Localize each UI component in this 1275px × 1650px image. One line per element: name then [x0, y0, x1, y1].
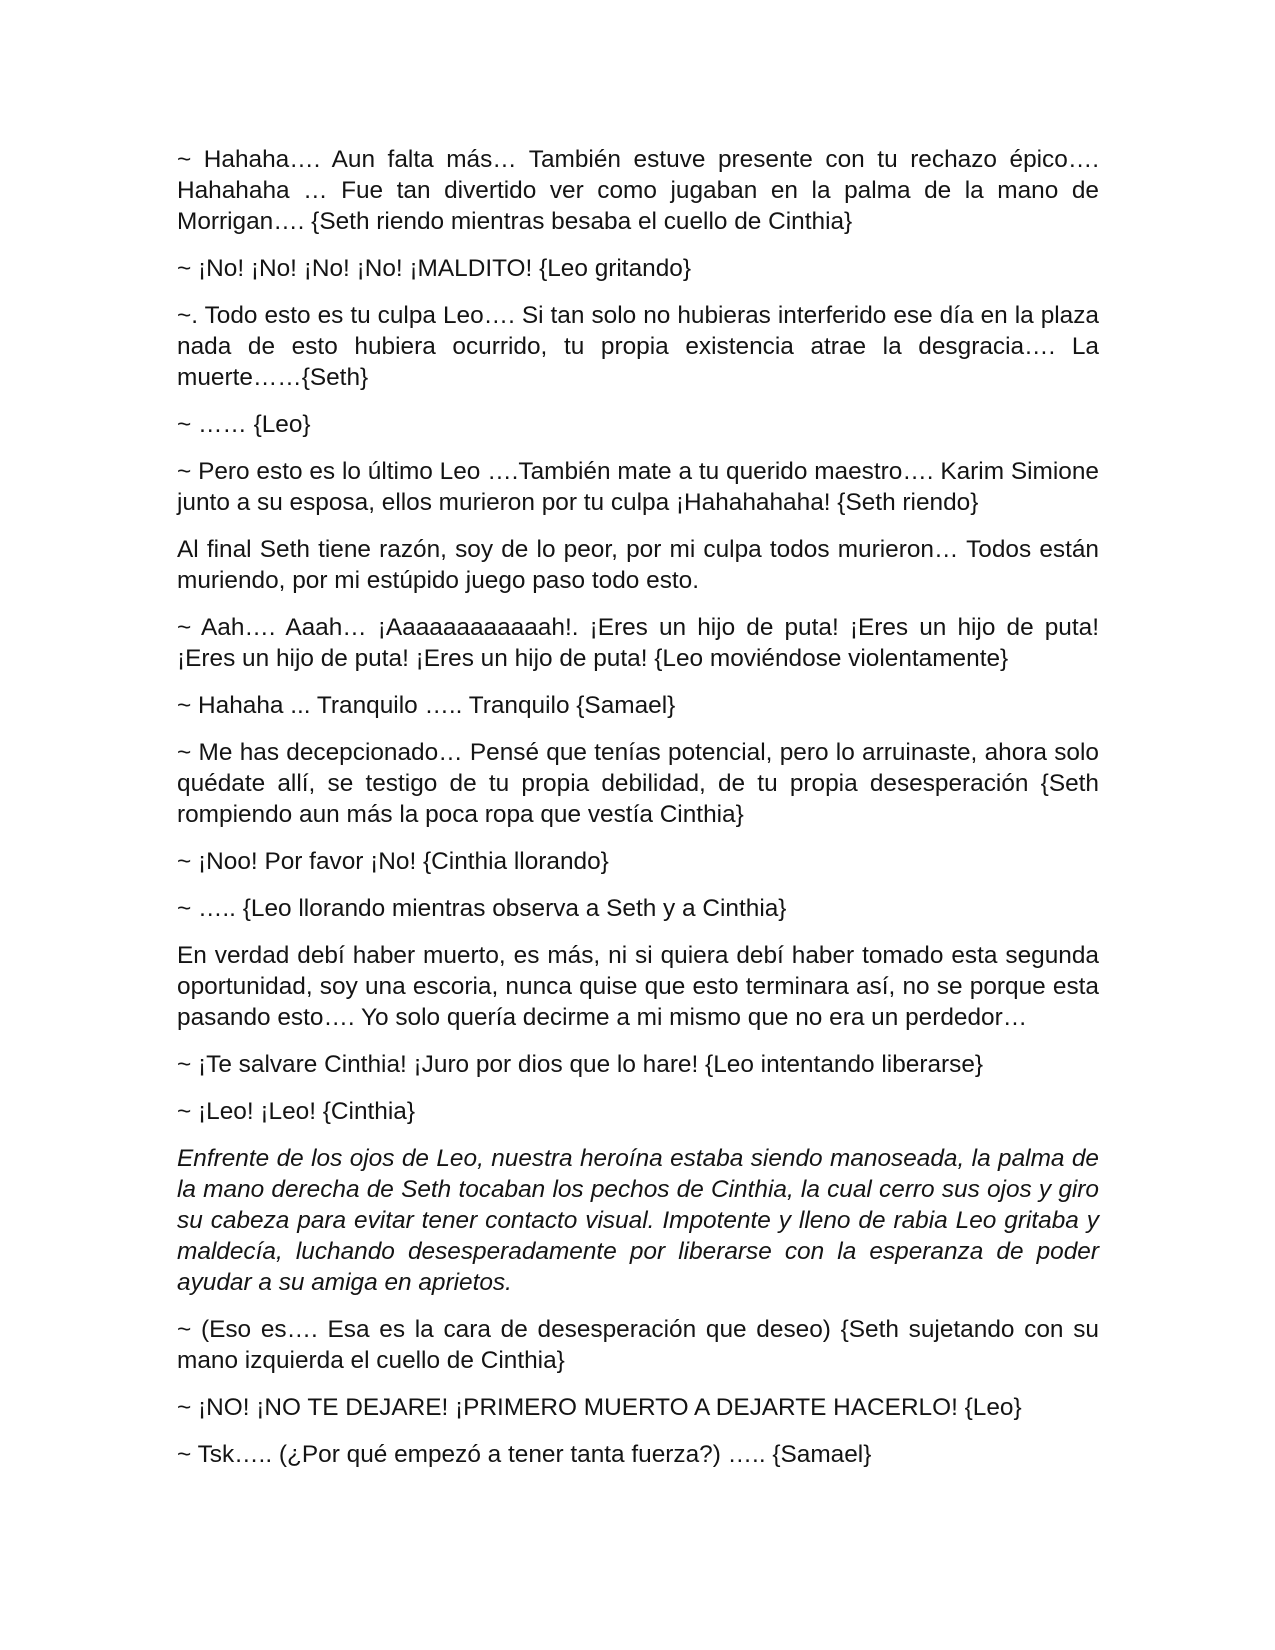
paragraph-narration: En verdad debí haber muerto, es más, ni si quiera debí haber tomado esta segunda oportunidad, soy una escoria, nunca quise que esto terminara así, no se porque esta pasando esto…. Yo solo quería decirme a mi mismo que no era un perdedor… — [177, 942, 1099, 1031]
paragraph-dialogue: ~. Todo esto es tu culpa Leo…. Si tan solo no hubieras interferido ese día en la plaza nada de esto hubiera ocurrido, tu propia existencia atrae la desgracia…. La muerte……{Seth} — [177, 302, 1099, 391]
paragraph-dialogue: ~ (Eso es…. Esa es la cara de desesperación que deseo) {Seth sujetando con su mano izquierda el cuello de Cinthia} — [177, 1316, 1099, 1374]
paragraph-dialogue: ~ ¡Noo! Por favor ¡No! {Cinthia llorando} — [177, 848, 609, 875]
paragraph-narration: Al final Seth tiene razón, soy de lo peor, por mi culpa todos murieron… Todos están muriendo, por mi estúpido juego paso todo esto. — [177, 536, 1099, 594]
paragraph-dialogue: ~ Hahaha…. Aun falta más… También estuve presente con tu rechazo épico…. Hahahaha … Fue tan divertido ver como jugaban en la palma de la mano de Morrigan…. {Seth riendo mientras besaba el cuello de Cinthia} — [177, 146, 1099, 235]
document-page — [177, 144, 1099, 1486]
paragraph-dialogue: ~ ¡Leo! ¡Leo! {Cinthia} — [177, 1098, 415, 1125]
paragraph-dialogue: ~ ….. {Leo llorando mientras observa a Seth y a Cinthia} — [177, 895, 787, 922]
paragraph-dialogue: ~ …… {Leo} — [177, 411, 311, 438]
paragraph-dialogue: ~ ¡Te salvare Cinthia! ¡Juro por dios que lo hare! {Leo intentando liberarse} — [177, 1051, 984, 1078]
paragraph-italic-narration: Enfrente de los ojos de Leo, nuestra heroína estaba siendo manoseada, la palma de la mano derecha de Seth tocaban los pechos de Cinthia, la cual cerro sus ojos y giro su cabeza para evitar tener contacto visual. Impotente y lleno de rabia Leo gritaba y maldecía, luchando desesperadamente por liberarse con la esperanza de poder ayudar a su amiga en aprietos. — [177, 1145, 1099, 1296]
paragraph-dialogue: ~ Tsk….. (¿Por qué empezó a tener tanta fuerza?) ….. {Samael} — [177, 1441, 872, 1468]
paragraph-dialogue: ~ Aah…. Aaah… ¡Aaaaaaaaaaaah!. ¡Eres un hijo de puta! ¡Eres un hijo de puta! ¡Eres un hijo de puta! ¡Eres un hijo de puta! {Leo moviéndose violentamente} — [177, 614, 1099, 672]
paragraph-dialogue: ~ Me has decepcionado… Pensé que tenías potencial, pero lo arruinaste, ahora solo quédate allí, se testigo de tu propia debilidad, de tu propia desesperación {Seth rompiendo aun más la poca ropa que vestía Cinthia} — [177, 739, 1099, 828]
paragraph-dialogue: ~ ¡No! ¡No! ¡No! ¡No! ¡MALDITO! {Leo gritando} — [177, 255, 691, 282]
paragraph-dialogue: ~ Pero esto es lo último Leo ….También mate a tu querido maestro…. Karim Simione junto a su esposa, ellos murieron por tu culpa ¡Hahahahaha! {Seth riendo} — [177, 458, 1099, 516]
paragraph-dialogue: ~ ¡NO! ¡NO TE DEJARE! ¡PRIMERO MUERTO A DEJARTE HACERLO! {Leo} — [177, 1394, 1022, 1421]
paragraph-dialogue: ~ Hahaha ... Tranquilo ….. Tranquilo {Samael} — [177, 692, 676, 719]
